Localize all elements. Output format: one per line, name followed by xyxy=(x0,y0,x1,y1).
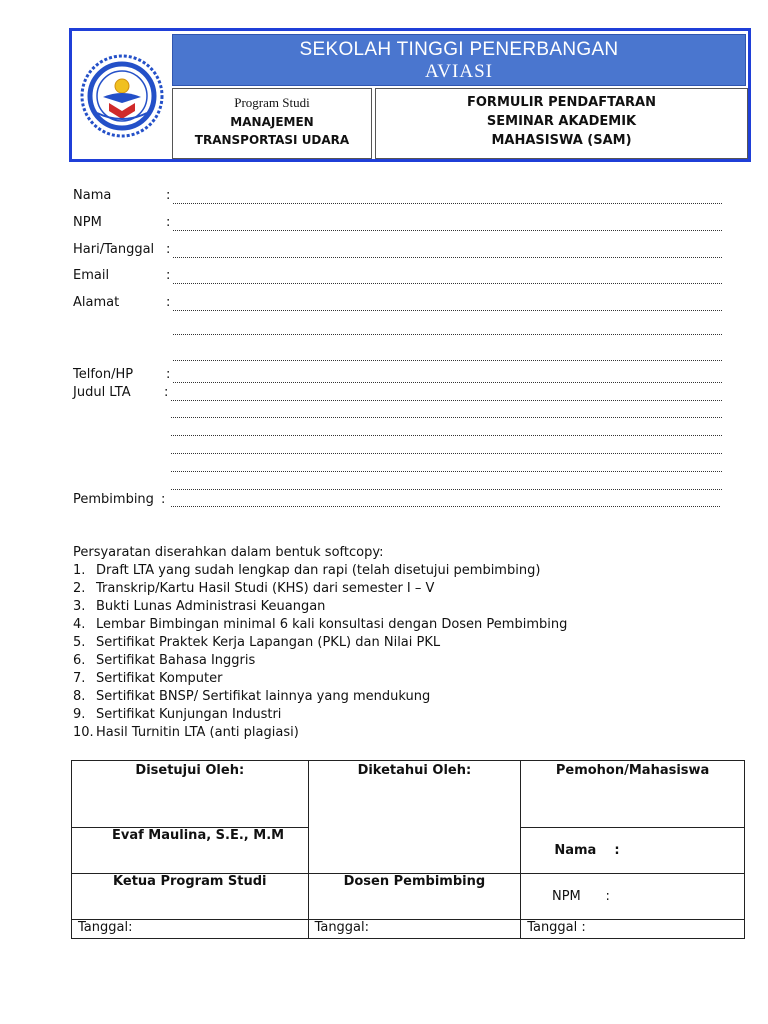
acknowledger-date-cell[interactable] xyxy=(308,920,521,939)
applicant-npm-cell[interactable] xyxy=(521,874,745,920)
list-item xyxy=(73,724,567,742)
item-number: 5. xyxy=(73,635,86,650)
signature-table xyxy=(71,760,745,939)
program-label: Program Studi xyxy=(234,95,310,110)
acknowledger-date-label: Tanggal: xyxy=(314,920,370,935)
item-text: Transkrip/Kartu Hasil Studi (KHS) dari semester I – V xyxy=(96,581,435,596)
field-label-hari-tanggal: Hari/Tanggal xyxy=(73,242,155,257)
judul-input-line-6[interactable] xyxy=(171,478,722,490)
field-colon: : xyxy=(166,367,171,382)
logo-cell xyxy=(74,33,170,159)
nama-input-line[interactable] xyxy=(173,192,722,204)
item-number: 4. xyxy=(73,617,86,632)
item-text: Bukti Lunas Administrasi Keuangan xyxy=(96,599,326,614)
list-item xyxy=(73,616,567,634)
item-number: 3. xyxy=(73,599,86,614)
list-item xyxy=(73,670,567,688)
program-name-1: MANAJEMEN xyxy=(230,115,314,129)
item-text: Draft LTA yang sudah lengkap dan rapi (telah disetujui pembimbing) xyxy=(96,563,541,578)
list-item xyxy=(73,652,567,670)
acknowledger-role: Dosen Pembimbing xyxy=(343,874,486,889)
applicant-heading: Pemohon/Mahasiswa xyxy=(555,763,710,778)
field-colon: : xyxy=(164,385,169,400)
item-text: Sertifikat Bahasa Inggris xyxy=(96,653,256,668)
pembimbing-input-line[interactable] xyxy=(171,495,720,507)
approver-date-cell[interactable] xyxy=(72,920,309,939)
item-text: Sertifikat Praktek Kerja Lapangan (PKL) dan Nilai PKL xyxy=(96,635,441,650)
field-colon: : xyxy=(166,215,171,230)
field-colon: : xyxy=(166,242,171,257)
judul-input-line-3[interactable] xyxy=(171,424,722,436)
applicant-date-cell[interactable] xyxy=(521,920,745,939)
judul-input-line-5[interactable] xyxy=(171,460,722,472)
school-title-band xyxy=(172,34,746,86)
telfon-input-line[interactable] xyxy=(173,371,722,383)
approver-name: Evaf Maulina, S.E., M.M xyxy=(112,828,285,843)
item-number: 8. xyxy=(73,689,86,704)
field-colon: : xyxy=(161,492,166,507)
field-label-pembimbing: Pembimbing xyxy=(73,492,154,507)
alamat-input-line-2[interactable] xyxy=(173,323,722,335)
acknowledger-heading: Diketahui Oleh: xyxy=(357,763,472,778)
program-box xyxy=(172,88,372,159)
applicant-nama-label: Nama : xyxy=(554,843,620,858)
form-header xyxy=(69,28,751,162)
school-name-line1: SEKOLAH TINGGI PENERBANGAN xyxy=(299,39,619,60)
item-number: 7. xyxy=(73,671,86,686)
applicant-cell[interactable] xyxy=(521,761,745,828)
form-title-1: FORMULIR PENDAFTARAN xyxy=(467,95,656,110)
field-colon: : xyxy=(166,268,171,283)
item-text: Sertifikat Kunjungan Industri xyxy=(96,707,282,722)
field-label-alamat: Alamat xyxy=(73,295,120,310)
form-title-box xyxy=(375,88,748,159)
list-item xyxy=(73,580,567,598)
field-label-nama: Nama xyxy=(73,188,112,203)
applicant-date-label: Tanggal : xyxy=(527,920,586,935)
approver-cell[interactable] xyxy=(72,761,309,828)
form-title-2: SEMINAR AKADEMIK xyxy=(486,114,637,129)
acknowledger-role-cell xyxy=(308,874,521,920)
npm-input-line[interactable] xyxy=(173,219,722,231)
hari-tanggal-input-line[interactable] xyxy=(173,246,722,258)
applicant-name-cell[interactable] xyxy=(521,828,745,874)
item-number: 2. xyxy=(73,581,86,596)
item-number: 9. xyxy=(73,707,86,722)
requirements-intro: Persyaratan diserahkan dalam bentuk softcopy: xyxy=(73,545,384,560)
list-item xyxy=(73,562,567,580)
table-row xyxy=(72,761,745,828)
approver-role-cell xyxy=(72,874,309,920)
item-number: 6. xyxy=(73,653,86,668)
field-label-judul: Judul LTA xyxy=(73,385,131,400)
alamat-input-line-1[interactable] xyxy=(173,299,722,311)
approver-name-cell xyxy=(72,828,309,874)
item-text: Sertifikat BNSP/ Sertifikat lainnya yang mendukung xyxy=(96,689,431,704)
item-text: Lembar Bimbingan minimal 6 kali konsultasi dengan Dosen Pembimbing xyxy=(96,617,568,632)
list-item xyxy=(73,634,567,652)
field-label-npm: NPM xyxy=(73,215,102,230)
item-number: 1. xyxy=(73,563,86,578)
list-item xyxy=(73,598,567,616)
field-colon: : xyxy=(166,295,171,310)
table-row xyxy=(72,920,745,939)
program-name-2: TRANSPORTASI UDARA xyxy=(194,133,350,147)
form-title-3: MAHASISWA (SAM) xyxy=(491,133,632,148)
requirements-section xyxy=(73,544,567,742)
item-text: Hasil Turnitin LTA (anti plagiasi) xyxy=(96,725,299,740)
alamat-input-line-3[interactable] xyxy=(173,349,722,361)
list-item xyxy=(73,706,567,724)
list-item xyxy=(73,688,567,706)
judul-input-line-2[interactable] xyxy=(171,406,722,418)
applicant-npm-label: NPM : xyxy=(551,889,610,904)
field-label-telfon: Telfon/HP xyxy=(73,367,134,382)
item-text: Sertifikat Komputer xyxy=(96,671,223,686)
approver-role: Ketua Program Studi xyxy=(113,874,267,889)
school-logo-icon xyxy=(79,53,165,139)
approver-date-label: Tanggal: xyxy=(78,920,133,935)
field-label-email: Email xyxy=(73,268,110,283)
email-input-line[interactable] xyxy=(173,272,722,284)
table-row xyxy=(72,874,745,920)
acknowledger-cell[interactable] xyxy=(308,761,521,874)
judul-input-line-1[interactable] xyxy=(171,389,722,401)
field-colon: : xyxy=(166,188,171,203)
approver-heading: Disetujui Oleh: xyxy=(135,763,245,778)
school-name-line2: AVIASI xyxy=(425,61,493,82)
judul-input-line-4[interactable] xyxy=(171,442,722,454)
item-number: 10. xyxy=(73,725,94,740)
requirements-list xyxy=(73,562,567,742)
